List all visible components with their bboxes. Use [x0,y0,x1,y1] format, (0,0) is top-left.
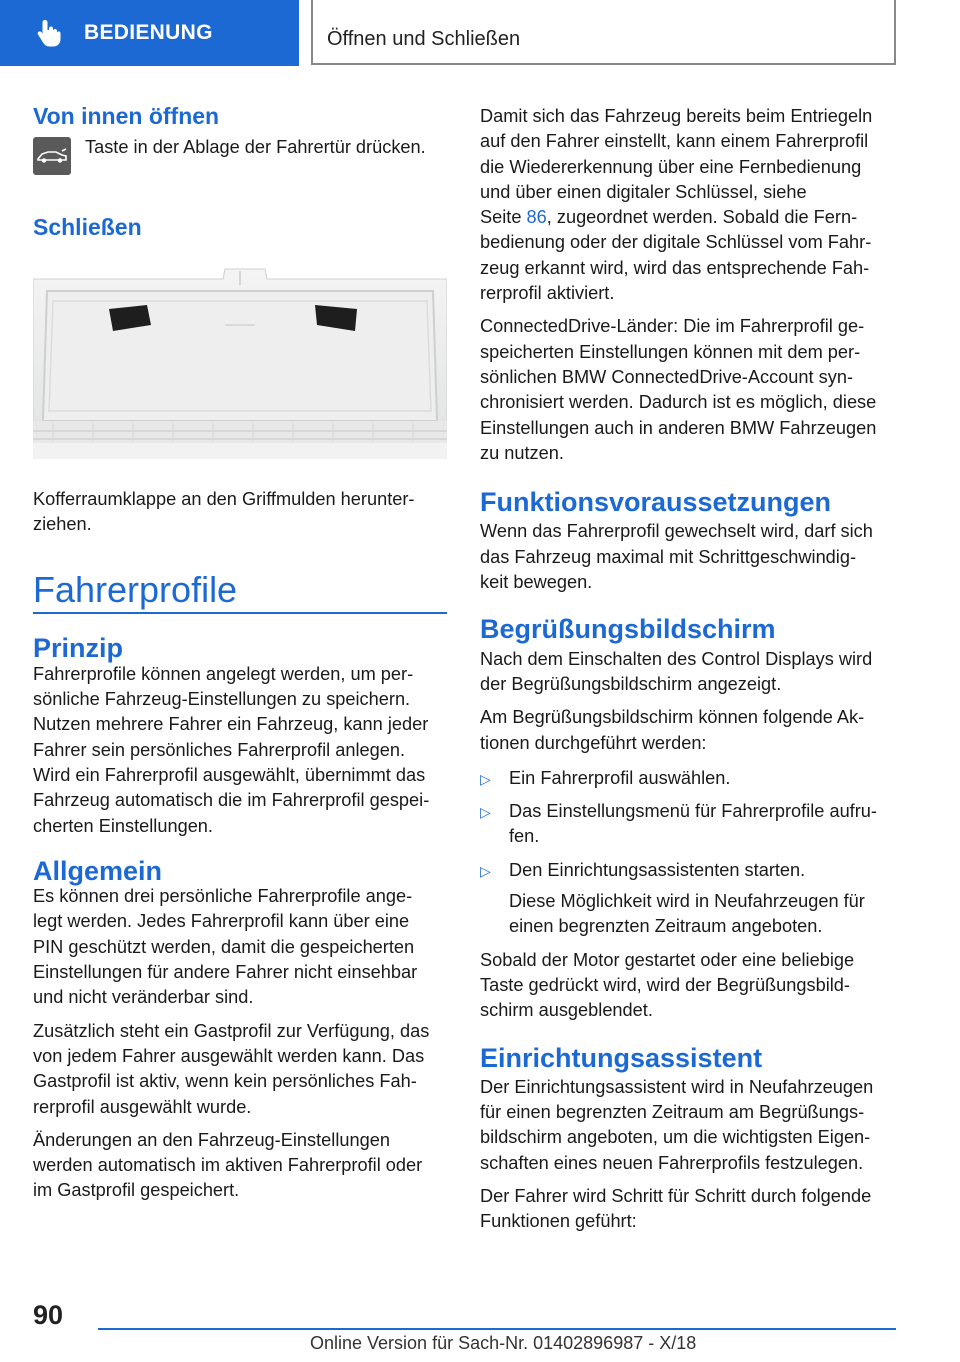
text-line: Einstellungen auch in anderen BMW Fahrzeugen [480,417,877,438]
welcome-paragraph-3 [480,948,898,1024]
text-line: ConnectedDrive-Länder: Die im Fahrerprofil ge‐ [480,316,865,337]
text-line [480,205,898,230]
text-line: Fahrerprofile können angelegt werden, um per‐ [33,663,414,684]
text-line: Das Einstellungsmenü für Fahrerprofile aufru‐ [509,801,877,822]
online-version-text: Online Version für Sach-Nr. 01402896987 - X/18 [310,1333,697,1353]
connecteddrive-paragraph [480,314,898,466]
close-text-line-1: Kofferraumklappe an den Griffmulden herunter‐ [33,488,415,509]
welcome-paragraph-1 [480,647,898,698]
general-paragraph-3 [33,1128,447,1204]
footer-rule [98,1328,896,1330]
text-line: chronisiert werden. Dadurch ist es möglich, diese [480,392,877,413]
close-text-line-2: ziehen. [33,513,92,534]
text-line: Nach dem Einschalten des Control Displays wird [480,648,873,669]
text-line: werden automatisch im aktiven Fahrerprofil oder [33,1155,423,1176]
chapter-title: Öffnen und Schließen [327,28,521,50]
header-divider [311,0,313,64]
text-line: auf den Fahrer einstellt, kann einem Fahrerprofil [480,131,869,152]
text-line: Ein Fahrerprofil auswählen. [509,767,731,788]
text-line: keit bewegen. [480,572,593,593]
text-line: das Fahrzeug maximal mit Schrittgeschwindig‐ [480,546,857,567]
text-line: Funktionen geführt: [480,1211,637,1232]
triangle-bullet-icon: ▷ [480,862,491,879]
requirements-paragraph [480,519,898,595]
text-line: Der Einrichtungsassistent wird in Neufahrzeugen [480,1076,874,1097]
text-line: Wenn das Fahrerprofil gewechselt wird, darf sich [480,521,873,542]
text-fragment: Seite [480,207,527,228]
text-line: fen. [509,826,540,847]
heading-close: Schließen [33,214,142,241]
text-line: Gastprofil ist aktiv, wenn kein persönliches Fah‐ [33,1071,417,1092]
header-underline [311,63,896,65]
list-item [480,858,898,940]
text-line: legt werden. Jedes Fahrerprofil kann über eine [33,911,410,932]
text-line: Damit sich das Fahrzeug bereits beim Entriegeln [480,106,873,126]
right-column [480,104,898,1235]
text-line: Nutzen mehrere Fahrer ein Fahrzeug, kann jeder [33,714,429,735]
section-label: BEDIENUNG [84,21,213,44]
text-line: sönlichen BMW ConnectedDrive-Account syn‐ [480,366,853,387]
text-line: cherten Einstellungen. [33,815,213,836]
heading-setup-assistant: Einrichtungsassistent [480,1042,763,1073]
car-trunk-icon [33,137,71,175]
text-line: rerprofil aktiviert. [480,283,615,304]
heading-welcome-screen: Begrüßungsbildschirm [480,614,776,645]
list-item [480,766,898,791]
text-line: tionen durchgeführt werden: [480,732,707,753]
text-line: Diese Möglichkeit wird in Neufahrzeugen für [509,891,865,912]
text-line: einen begrenzten Zeitraum angeboten. [509,916,823,937]
general-paragraph-1 [33,884,447,1010]
triangle-bullet-icon: ▷ [480,804,491,821]
text-line: rerprofil ausgewählt wurde. [33,1096,252,1117]
text-line: Änderungen an den Fahrzeug-Einstellungen [33,1129,390,1150]
left-column [33,100,447,1204]
text-line: Zusätzlich steht ein Gastprofil zur Verfügung, das [33,1020,430,1041]
welcome-paragraph-2 [480,705,898,756]
text-line: für einen begrenzten Zeitraum am Begrüßungs‐ [480,1102,865,1123]
setup-paragraph-1 [480,1075,898,1176]
text-fragment: , zugeordnet werden. Sobald die Fern‐ [546,207,858,228]
heading-requirements: Funktionsvoraussetzungen [480,487,832,518]
text-line: der Begrüßungsbildschirm angezeigt. [480,673,782,694]
text-line: Fahrzeug automatisch die im Fahrerprofil gespei‐ [33,790,430,811]
setup-paragraph-2 [480,1184,898,1235]
open-inside-row [33,135,447,175]
text-line: und nicht veränderbar sind. [33,987,254,1008]
text-line: Sobald der Motor gestartet oder eine beliebige [480,949,855,970]
heading-rule [33,612,447,614]
text-line: PIN geschützt werden, damit die gespeicherten [33,936,415,957]
general-paragraph-2 [33,1019,447,1120]
text-line: und über einen digitaler Schlüssel, siehe [480,181,807,202]
text-line: bildschirm angeboten, um die wichtigsten Eigen‐ [480,1127,871,1148]
text-line: Der Fahrer wird Schritt für Schritt durch folgende [480,1185,872,1206]
heading-general: Allgemein [33,855,163,886]
trunk-lid-image [33,261,447,477]
text-line: Am Begrüßungsbildschirm können folgende Ak‐ [480,707,865,728]
text-line: Einstellungen für andere Fahrer nicht einsehbar [33,962,418,983]
list-item [480,799,898,850]
hand-pointer-icon [34,18,64,48]
text-line: speicherten Einstellungen können mit dem per‐ [480,341,861,362]
page-link[interactable]: 86 [526,207,547,228]
heading-open-inside: Von innen öffnen [33,103,220,129]
triangle-bullet-icon: ▷ [480,770,491,787]
page-number: 90 [33,1300,64,1330]
text-line: die Wiedererkennung über eine Fernbedienung [480,156,862,177]
text-line: zeug erkannt wird, wird das entsprechende Fah‐ [480,257,870,278]
text-line: schirm ausgeblendet. [480,1000,653,1021]
text-line: von jedem Fahrer ausgewählt werden kann. Das [33,1045,425,1066]
text-line: Fahrer sein persönliches Fahrerprofil anlegen. [33,739,406,760]
text-line: schaften eines neuen Fahrerprofils festzulegen. [480,1152,864,1173]
text-line: Wird ein Fahrerprofil ausgewählt, übernimmt das [33,764,426,785]
heading-principle: Prinzip [33,633,124,664]
text-line: sönliche Fahrzeug-Einstellungen zu speichern. [33,689,411,710]
action-list [480,766,898,940]
header-divider-right [894,0,896,64]
text-line: Taste gedrückt wird, wird der Begrüßungsbild‐ [480,974,850,995]
intro-paragraph [480,104,898,306]
text-line: bedienung oder der digitale Schlüssel vom Fahr‐ [480,232,872,253]
text-line: Den Einrichtungsassistenten starten. [509,859,806,880]
principle-paragraph [33,662,447,839]
text-line: im Gastprofil gespeichert. [33,1180,240,1201]
heading-driver-profiles: Fahrerprofile [33,569,238,611]
text-line: Es können drei persönliche Fahrerprofile ange‐ [33,886,413,907]
open-inside-text: Taste in der Ablage der Fahrertür drücken. [85,137,426,158]
section-tab [0,0,299,66]
text-line: zu nutzen. [480,442,564,463]
